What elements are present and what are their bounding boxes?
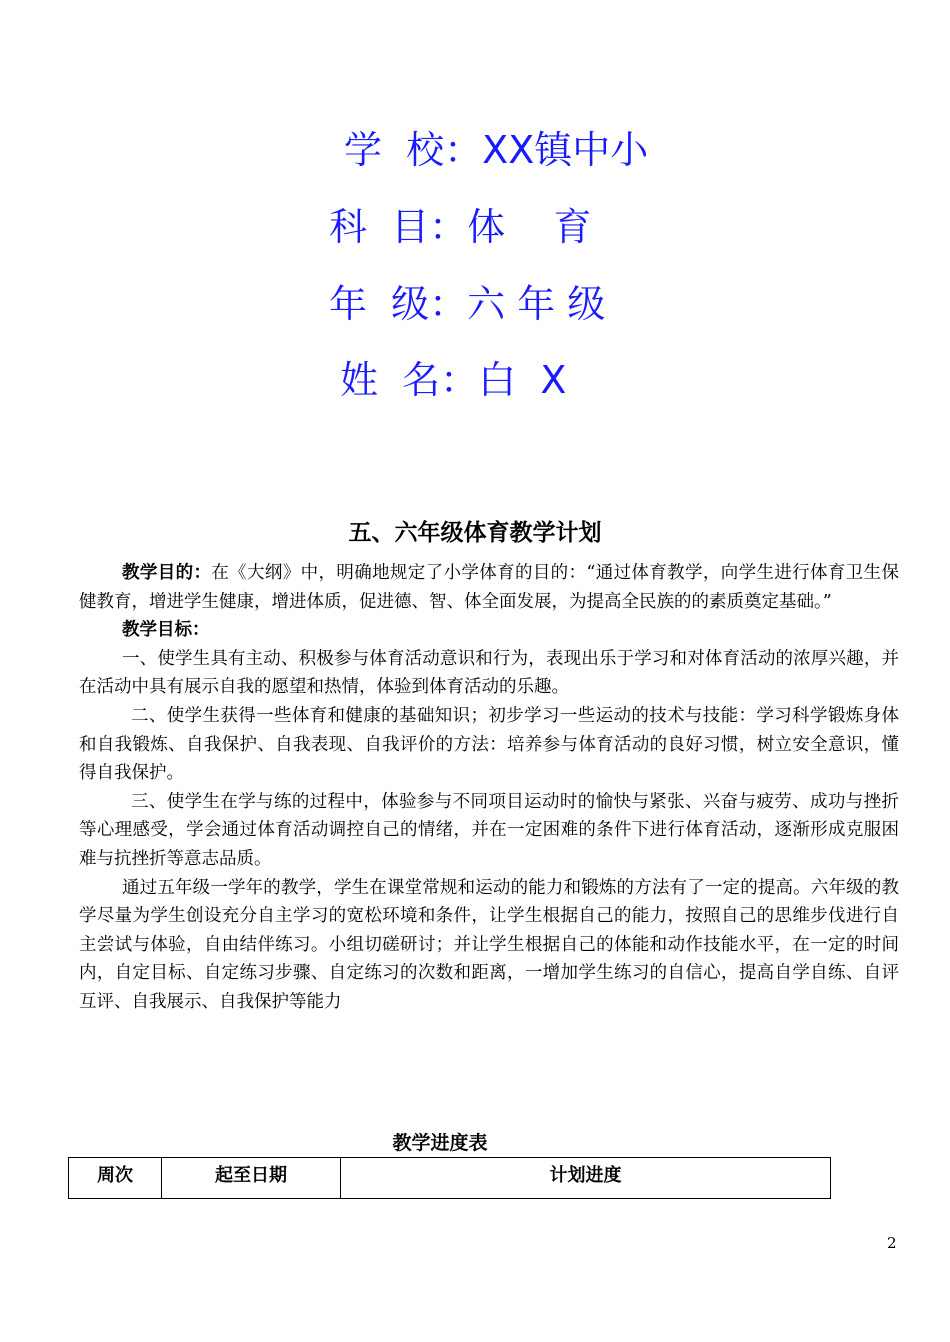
cover-school: 学 校：XX镇中小 xyxy=(344,128,649,172)
header-week: 周次 xyxy=(69,1158,162,1199)
schedule-title: 教学进度表 xyxy=(392,1132,488,1154)
goals-heading xyxy=(79,616,899,645)
cover-subject: 科 目：体 育 xyxy=(329,205,592,249)
header-plan: 计划进度 xyxy=(341,1158,831,1199)
cover-name: 姓 名：白 X xyxy=(340,358,567,402)
schedule-table xyxy=(68,1157,831,1199)
goals-label: 教学目标： xyxy=(122,620,210,641)
purpose-text: 在《大纲》中，明确地规定了小学体育的目的：“通过体育教学，向学生进行体育卫生保健教育，增进学生健康，增进体质，促进德、智、体全面发展，为提高全民族的的素质奠定基础。” xyxy=(79,563,899,612)
goal-item-1: 一、使学生具有主动、积极参与体育活动意识和行为，表现出乐于学习和对体育活动的浓厚兴趣，并在活动中具有展示自我的愿望和热情，体验到体育活动的乐趣。 xyxy=(79,648,899,698)
cover-grade: 年 级：六 年 级 xyxy=(329,282,606,326)
purpose-label: 教学目的： xyxy=(122,563,212,583)
purpose-paragraph xyxy=(79,559,899,616)
header-dates: 起至日期 xyxy=(162,1158,341,1199)
document-body xyxy=(79,559,899,1017)
table-header-row xyxy=(69,1158,831,1199)
summary-paragraph: 通过五年级一学年的教学，学生在课堂常规和运动的能力和锻炼的方法有了一定的提高。六年级的教学尽量为学生创设充分自主学习的宽松环境和条件，让学生根据自己的能力，按照自己的思维步伐进行自主尝试与体验，自由结伴练习。小组切磋研讨；并让学生根据自己的体能和动作技能水平，在一定的时间内，自定目标、自定练习步骤、自定练习的次数和距离，一增加学生练习的自信心，提高自学自练、自评互评、自我展示、自我保护等能力 xyxy=(79,877,899,1012)
goal-item-3: 三、使学生在学与练的过程中，体验参与不同项目运动时的愉快与紧张、兴奋与疲劳、成功与挫折等心理感受，学会通过体育活动调控自己的情绪，并在一定困难的条件下进行体育活动，逐渐形成克服困难与抗挫折等意志品质。 xyxy=(79,791,899,869)
goal-item-2: 二、使学生获得一些体育和健康的基础知识；初步学习一些运动的技术与技能：学习科学锻炼身体和自我锻炼、自我保护、自我表现、自我评价的方法：培养参与体育活动的良好习惯，树立安全意识，懂得自我保护。 xyxy=(79,705,899,784)
page-number: 2 xyxy=(887,1234,897,1252)
document-title: 五、六年级体育教学计划 xyxy=(348,520,602,546)
